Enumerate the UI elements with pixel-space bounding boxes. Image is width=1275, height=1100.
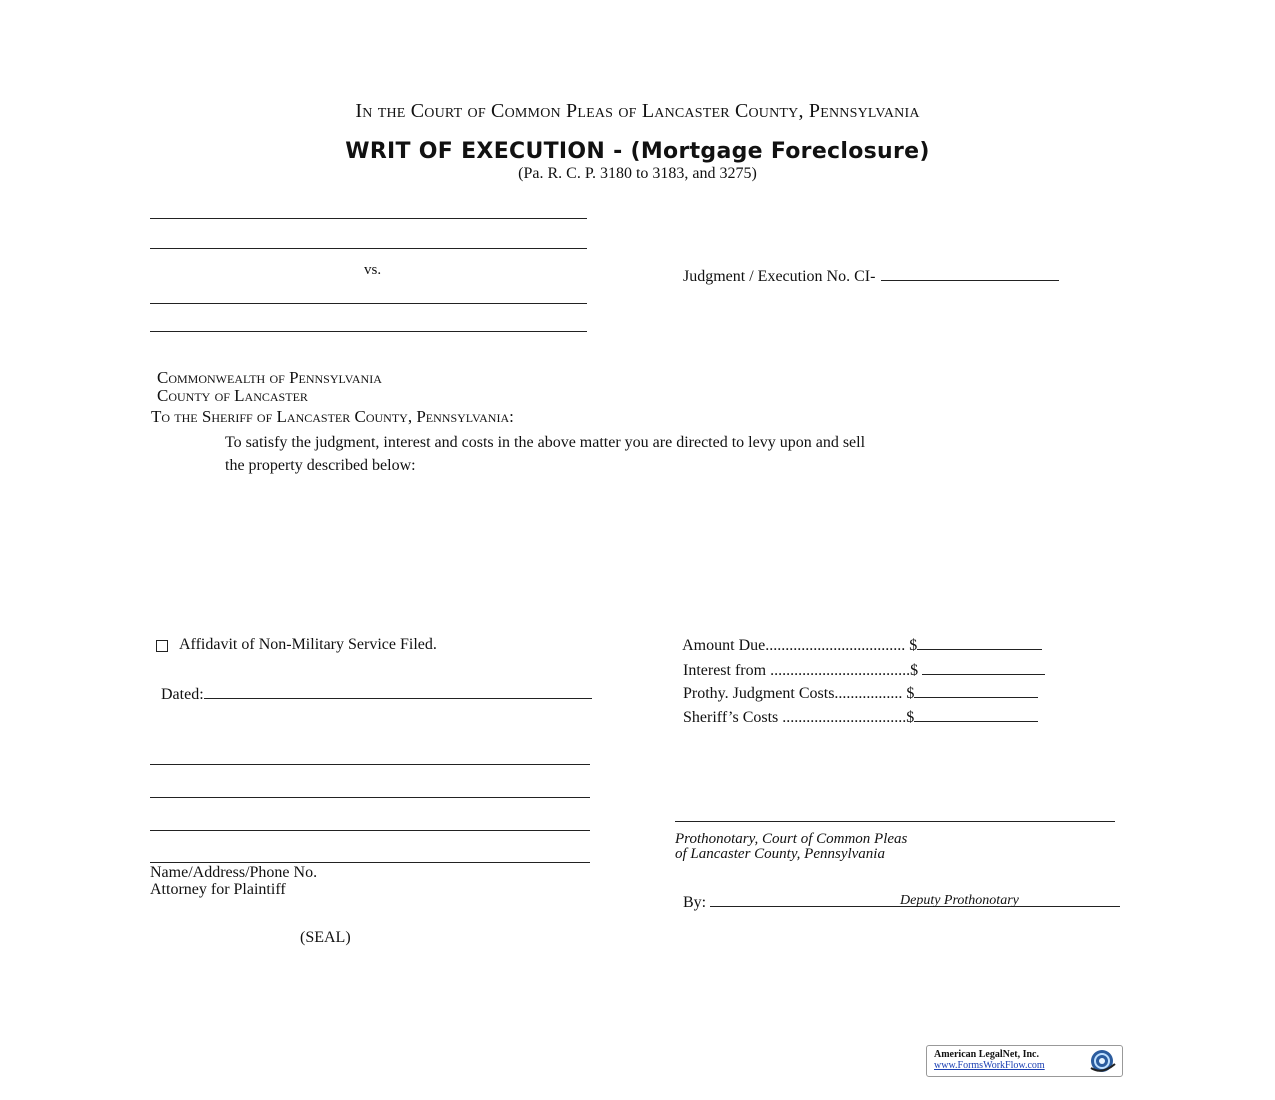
sheriff-costs-label: Sheriff’s Costs ...............................$ [683, 709, 915, 726]
rule-reference: (Pa. R. C. P. 3180 to 3183, and 3275) [518, 165, 757, 182]
attorney-line-1[interactable] [150, 764, 590, 765]
by-row [675, 878, 1120, 911]
commonwealth-line: Commonwealth of Pennsylvania [157, 368, 382, 387]
judgment-number-label: Judgment / Execution No. CI- [683, 268, 876, 285]
attorney-line-2[interactable] [150, 797, 590, 798]
globe-icon [1085, 1048, 1119, 1074]
amount-due-label: Amount Due................................... $ [682, 637, 918, 654]
plaintiff-line-2[interactable] [150, 248, 587, 249]
affidavit-label: Affidavit of Non-Military Service Filed. [179, 636, 437, 653]
sheriff-address-line: To the Sheriff of Lancaster County, Pennsylvania: [151, 407, 514, 426]
defendant-line-1[interactable] [150, 303, 587, 304]
affidavit-checkbox[interactable] [156, 640, 168, 652]
sheriff-costs-row [675, 693, 1038, 726]
form-title: WRIT OF EXECUTION - (Mortgage Foreclosure) [345, 139, 930, 164]
company-logo [926, 1045, 1123, 1077]
dated-field[interactable] [204, 686, 592, 699]
directive-text-1: To satisfy the judgment, interest and costs in the above matter you are directed to levy upon and sell [225, 434, 866, 451]
attorney-line-4[interactable] [150, 862, 590, 863]
dated-row [153, 670, 592, 703]
attorney-line-3[interactable] [150, 830, 590, 831]
defendant-line-2[interactable] [150, 331, 587, 332]
court-heading: In the Court of Common Pleas of Lancaster County, Pennsylvania [355, 100, 920, 122]
plaintiff-line-1[interactable] [150, 218, 587, 219]
county-line: County of Lancaster [157, 386, 308, 405]
prothonotary-title: Prothonotary, Court of Common Pleas [675, 831, 908, 847]
sheriff-costs-field[interactable] [914, 709, 1038, 722]
by-label: By: [683, 894, 707, 911]
company-name: American LegalNet, Inc. [934, 1049, 1039, 1060]
attorney-name-label: Name/Address/Phone No. [150, 864, 318, 881]
seal-label: (SEAL) [300, 929, 351, 946]
directive-text-2: the property described below: [225, 457, 416, 474]
judgment-number [675, 252, 1059, 285]
prothonotary-county: of Lancaster County, Pennsylvania [675, 846, 885, 862]
dated-label: Dated: [161, 686, 204, 703]
attorney-role-label: Attorney for Plaintiff [150, 881, 286, 898]
judgment-costs-label: Prothy. Judgment Costs................. $ [683, 685, 915, 702]
deputy-label: Deputy Prothonotary [900, 893, 1019, 908]
versus-label: vs. [364, 262, 382, 278]
prothonotary-signature-line[interactable] [675, 821, 1115, 822]
judgment-number-field[interactable] [881, 268, 1059, 281]
interest-label: Interest from ...................................$ [683, 662, 923, 679]
company-url[interactable]: www.FormsWorkFlow.com [934, 1060, 1045, 1071]
